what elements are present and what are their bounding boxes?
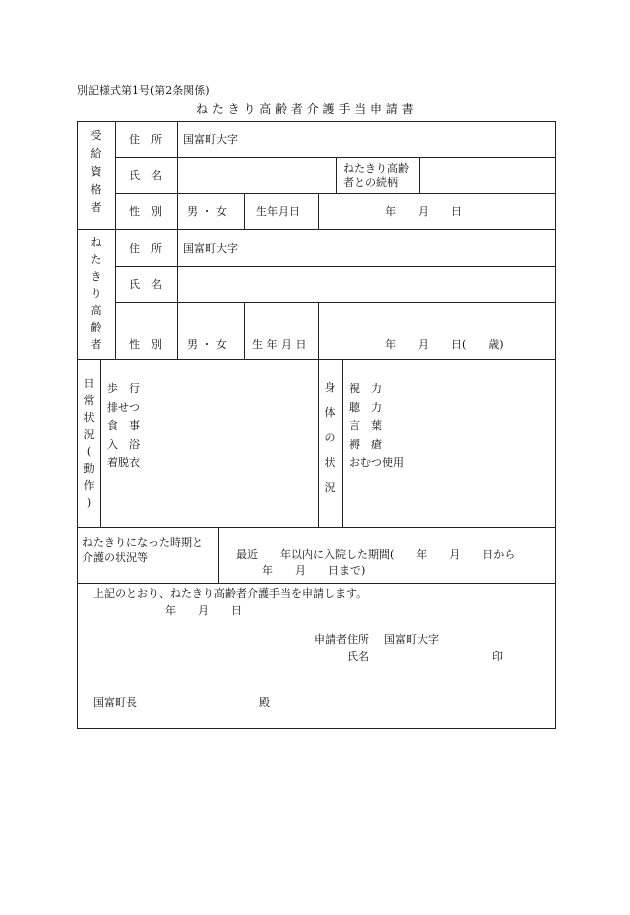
elderly-section-label: ね た き り 高 齢 者 (90, 236, 102, 351)
list-item: 着脱衣 (107, 456, 140, 469)
recipient-address-label: 住 所 (129, 133, 162, 146)
list-item: 食 事 (107, 419, 140, 432)
form-number: 別記様式第1号(第2条関係) (77, 84, 210, 97)
recipient-sex-label: 性 別 (129, 205, 162, 218)
applicant-name-label: 氏名 (347, 650, 369, 663)
recipient-section-label: 受 給 資 格 者 (90, 129, 102, 214)
recipient-address-value[interactable]: 国富町大字 (183, 133, 238, 146)
recipient-dob-label: 生年月日 (256, 205, 300, 218)
elderly-sex-label: 性 別 (129, 338, 162, 351)
declaration-date[interactable]: 年 月 日 (165, 604, 242, 617)
list-item: 聴 力 (349, 400, 382, 414)
elderly-dob-value[interactable]: 年 月 日( 歳) (385, 338, 504, 351)
seal-mark: 印 (492, 650, 503, 663)
bedridden-label: ねたきりになった時期と 介護の状況等 (82, 536, 203, 564)
recent-hospitalization-line-1[interactable]: 最近 年以内に入院した期間( 年 月 日から (236, 548, 516, 561)
relation-label: ねたきり高齢 者との続柄 (343, 162, 409, 189)
list-item: おむつ使用 (349, 456, 404, 469)
recipient-sex-value[interactable]: 男 ・ 女 (187, 205, 227, 218)
declaration-statement: 上記のとおり、ねたきり高齢者介護手当を申請します。 (93, 587, 368, 600)
elderly-dob-label: 生 年 月 日 (252, 338, 307, 351)
elderly-sex-value[interactable]: 男 ・ 女 (187, 338, 227, 351)
applicant-address-label: 申請者住所 (314, 633, 369, 646)
honorific: 殿 (259, 696, 270, 709)
recent-hospitalization-line-2[interactable]: 年 月 日まで) (262, 564, 366, 577)
applicant-address-value[interactable]: 国富町大字 (384, 633, 439, 646)
list-item: 視 力 (349, 382, 382, 395)
recipient-dob-value[interactable]: 年 月 日 (385, 205, 462, 218)
list-item: 排せつ (107, 400, 140, 414)
page-title: ね た き り 高 齢 者 介 護 手 当 申 請 書 (196, 102, 414, 116)
list-item: 歩 行 (107, 382, 140, 395)
list-item: 言 葉 (349, 419, 382, 432)
daily-section-label: 日 常 状 況 ( 動 作 ) (83, 377, 95, 509)
addressee: 国富町長 (93, 696, 137, 709)
body-status-items-list (349, 380, 404, 473)
elderly-name-label: 氏 名 (129, 278, 162, 291)
relation-field[interactable] (420, 158, 555, 192)
elderly-address-label: 住 所 (129, 242, 162, 255)
elderly-name-field[interactable] (178, 267, 555, 301)
list-item: 褥 瘡 (349, 437, 382, 451)
recipient-name-field[interactable] (178, 158, 335, 192)
body-status-section-label: 身 体 の 状 況 (324, 381, 336, 494)
list-item: 入 浴 (107, 437, 140, 451)
elderly-address-value[interactable]: 国富町大字 (183, 242, 238, 255)
daily-items-list (107, 380, 140, 473)
recipient-name-label: 氏 名 (129, 169, 162, 182)
